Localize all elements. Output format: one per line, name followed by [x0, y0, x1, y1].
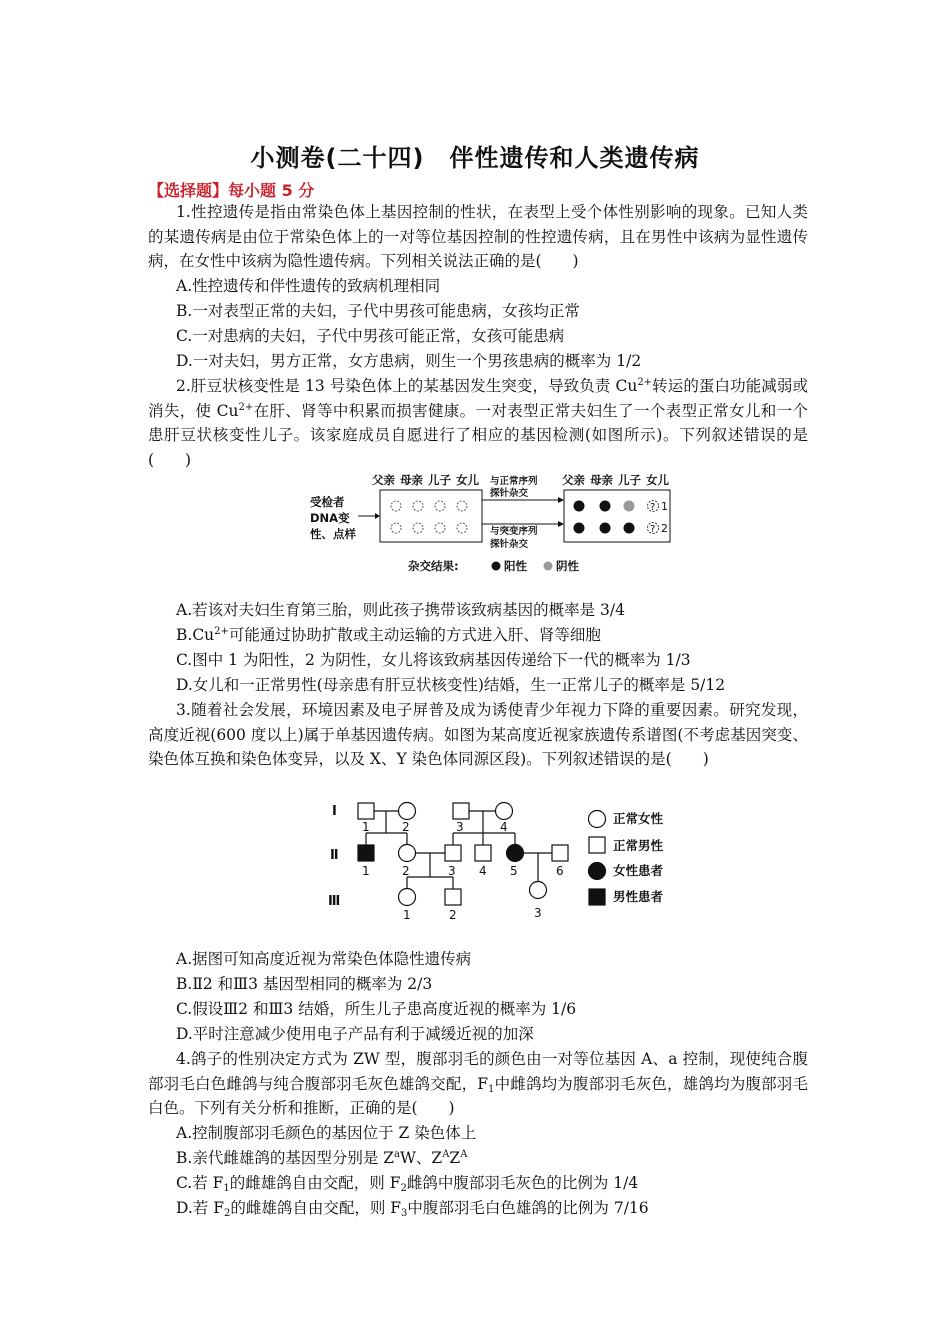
- svg-text:儿子: 儿子: [618, 473, 641, 487]
- svg-text:2: 2: [402, 864, 410, 878]
- svg-text:与正常序列: 与正常序列: [490, 476, 538, 487]
- svg-text:儿子: 儿子: [428, 473, 451, 487]
- q1-stem: 1.性控遗传是指由常染色体上基因控制的性状，在表型上受个体性别影响的现象。已知人类的某遗传病是由位于常染色体上的一对等位基因控制的性控遗传病，且在男性中该病为显性遗传病，在女性中该病为隐性遗传病。下列相关说法正确的是( ): [148, 203, 808, 270]
- svg-text:Ⅱ: Ⅱ: [330, 848, 339, 863]
- svg-text:1: 1: [362, 864, 370, 878]
- svg-text:5: 5: [510, 864, 518, 878]
- q3-option-d: D.平时注意减少使用电子产品有利于减缓近视的加深: [176, 1025, 534, 1043]
- q1-option-b: B.一对表型正常的夫妇，子代中男孩可能患病，女孩均正常: [176, 302, 580, 320]
- svg-text:3: 3: [448, 864, 456, 878]
- svg-text:母亲: 母亲: [590, 473, 613, 487]
- figure-legend-negative: 阴性: [556, 559, 579, 573]
- legend-affected-male: 男性患者: [613, 889, 664, 904]
- svg-text:3: 3: [534, 906, 542, 920]
- svg-text:1: 1: [661, 500, 668, 513]
- figure-spot-label: 性、点样: [310, 527, 356, 541]
- page-title: 小测卷(二十四) 伴性遗传和人类遗传病: [250, 144, 700, 172]
- q2-option-c: C.图中 1 为阳性，2 为阴性，女儿将该致病基因传递给下一代的概率为 1/3: [176, 651, 691, 669]
- q2-option-b: $B.Cu^{2+}$可能通过协助扩散或主动运输的方式进入肝、肾等细胞: [176, 626, 601, 644]
- svg-text:Ⅰ: Ⅰ: [332, 804, 337, 819]
- figure-subject-label: 受检者: [310, 495, 345, 509]
- q4-option-d: D.若 $F_2$的雌雄鸽自由交配，则 $F_3$中腹部羽毛白色雄鸽的比例为 7/16: [176, 1199, 649, 1219]
- svg-text:4: 4: [500, 820, 508, 834]
- q3-option-c: C.假设Ⅲ2 和Ⅲ3 结婚，所生儿子患高度近视的概率为 1/6: [176, 1000, 577, 1018]
- legend-affected-female: 女性患者: [613, 863, 664, 878]
- svg-text:父亲: 父亲: [372, 473, 395, 487]
- svg-text:6: 6: [556, 864, 564, 878]
- q4-option-c: C.若 $F_1$的雌雄鸽自由交配，则 $F_2$雌鸽中腹部羽毛灰色的比例为 1/4: [176, 1174, 639, 1194]
- svg-text:母亲: 母亲: [400, 473, 423, 487]
- q3-stem: 3.随着社会发展，环境因素及电子屏普及成为诱使青少年视力下降的重要因素。研究发现，高度近视(600 度以上)属于单基因遗传病。如图为某高度近视家族遗传系谱图(不考虑基因突变、染色体互换和染色体变异，以及 X、Y 染色体同源区段)。下列叙述错误的是( ): [148, 701, 808, 768]
- q4-option-a: A.控制腹部羽毛颜色的基因位于 Z 染色体上: [176, 1124, 477, 1142]
- svg-text:Ⅲ: Ⅲ: [328, 894, 341, 909]
- q4-option-b: B.亲代雌雄鸽的基因型分别是 $Z^aW$、$Z^AZ^A$: [176, 1149, 468, 1167]
- svg-text:2: 2: [449, 908, 457, 922]
- q4-stem: 4.鸽子的性别决定方式为 ZW 型，腹部羽毛的颜色由一对等位基因 A、a 控制，现使纯合腹部羽毛白色雌鸽与纯合腹部羽毛灰色雄鸽交配，$F_1$中雌鸽均为腹部羽毛灰色，雄鸽均为腹部羽毛白色。下列有关分析和推断，正确的是( ): [148, 1050, 808, 1117]
- svg-text:探针杂交: 探针杂交: [490, 539, 529, 550]
- legend-normal-female: 正常女性: [613, 811, 664, 826]
- q2-stem: 2.肝豆状核变性是 13 号染色体上的某基因发生突变，导致负责 $Cu^{2+}$转运的蛋白功能减弱或消失，使 $Cu^{2+}$在肝、肾等中积累而损害健康。一对表型正常夫妇生了一个表型正常女儿和一个患肝豆状核变性儿子。该家庭成员自愿进行了相应的基因检测(如图所示)。下列叙述错误的是( ): [148, 377, 808, 469]
- svg-text:1: 1: [403, 908, 411, 922]
- q2-option-d: D.女儿和一正常男性(母亲患有肝豆状核变性)结婚，生一正常儿子的概率是 5/12: [176, 676, 726, 694]
- svg-text:2: 2: [402, 820, 410, 834]
- q1-option-d: D.一对夫妇，男方正常，女方患病，则生一个男孩患病的概率为 1/2: [176, 352, 642, 370]
- svg-text:女儿: 女儿: [646, 473, 669, 487]
- svg-text:女儿: 女儿: [456, 473, 479, 487]
- svg-text:2: 2: [661, 522, 668, 535]
- figure-legend-prefix: 杂交结果:: [408, 559, 459, 573]
- q3-option-b: B.Ⅱ2 和Ⅲ3 基因型相同的概率为 2/3: [176, 975, 433, 993]
- svg-text:3: 3: [456, 820, 464, 834]
- dna-hybridization-figure: [300, 470, 690, 582]
- pedigree-chart: [320, 795, 710, 930]
- svg-text:父亲: 父亲: [562, 473, 585, 487]
- svg-text:4: 4: [479, 864, 487, 878]
- svg-text:?: ?: [650, 524, 656, 535]
- svg-text:与突变序列: 与突变序列: [490, 526, 538, 537]
- figure-legend-positive: 阳性: [504, 559, 527, 573]
- svg-text:探针杂交: 探针杂交: [490, 488, 529, 499]
- svg-text:1: 1: [362, 820, 370, 834]
- q1-option-a: A.性控遗传和伴性遗传的致病机理相同: [176, 277, 441, 295]
- q2-option-a: A.若该对夫妇生育第三胎，则此孩子携带该致病基因的概率是 3/4: [176, 601, 625, 619]
- q3-option-a: A.据图可知高度近视为常染色体隐性遗传病: [176, 950, 472, 968]
- q1-option-c: C.一对患病的夫妇，子代中男孩可能正常，女孩可能患病: [176, 327, 565, 345]
- legend-normal-male: 正常男性: [613, 838, 664, 853]
- svg-text:?: ?: [650, 502, 656, 513]
- figure-dna-label: DNA变: [310, 511, 350, 525]
- section-header: 【选择题】每小题 5 分: [148, 181, 315, 200]
